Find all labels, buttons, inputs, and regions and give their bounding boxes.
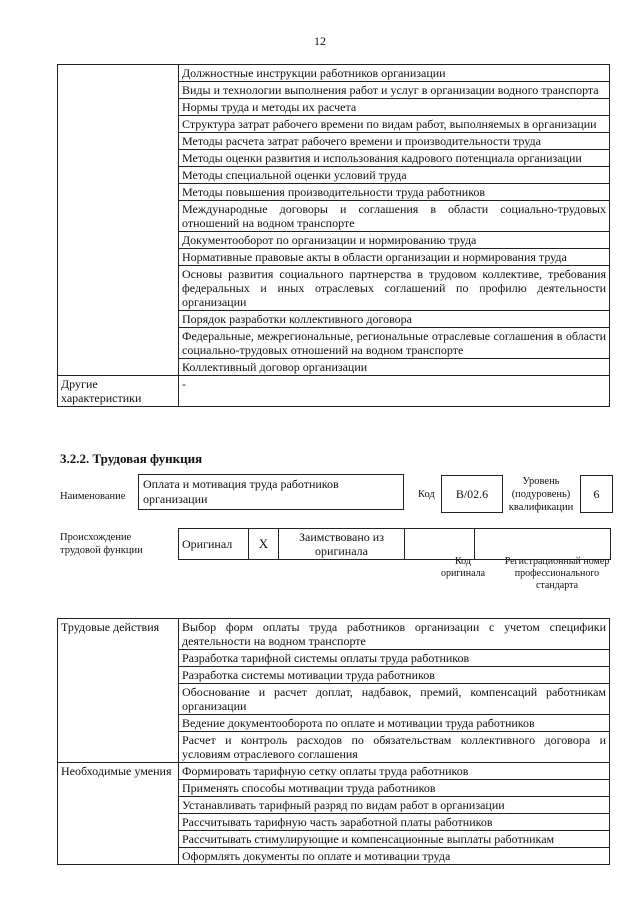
- knowledge-item: Должностные инструкции работников организации: [179, 65, 610, 82]
- origin-reg-cell: [475, 529, 611, 560]
- actions-label: Трудовые действия: [58, 619, 179, 763]
- skills-item: Устанавливать тарифный разряд по видам работ в организации: [179, 797, 610, 814]
- actions-item: Ведение документооборота по оплате и мотивации труда работников: [179, 715, 610, 732]
- knowledge-item: Методы повышения производительности труда работников: [179, 184, 610, 201]
- knowledge-item: Виды и технологии выполнения работ и услуг в организации водного транспорта: [179, 82, 610, 99]
- knowledge-item: Методы оценки развития и использования кадрового потенциала организации: [179, 150, 610, 167]
- knowledge-item: Методы специальной оценки условий труда: [179, 167, 610, 184]
- other-value: -: [179, 376, 610, 407]
- origin-mark: X: [249, 529, 279, 560]
- table-row: [58, 376, 610, 407]
- skills-item: Применять способы мотивации труда работников: [179, 780, 610, 797]
- other-label: Другие характеристики: [58, 376, 179, 407]
- knowledge-item: Структура затрат рабочего времени по видам работ, выполняемых в организации: [179, 116, 610, 133]
- origin-label: Происхождение трудовой функции: [60, 532, 143, 556]
- knowledge-item: Нормы труда и методы их расчета: [179, 99, 610, 116]
- knowledge-item: Коллективный договор организации: [179, 359, 610, 376]
- code-value: B/02.6: [441, 475, 503, 513]
- code-label: Код: [418, 489, 435, 500]
- knowledge-item: Федеральные, межрегиональные, региональные отраслевые соглашения в области социально-трудовых отношений на водном транспорте: [179, 328, 610, 359]
- name-value: Оплата и мотивация труда работников организации: [138, 474, 404, 510]
- skills-item: Рассчитывать стимулирующие и компенсационные выплаты работникам: [179, 831, 610, 848]
- knowledge-table: [57, 64, 610, 407]
- actions-item: Расчет и контроль расходов по обязательствам коллективного договора и условиям отраслевого соглашения: [179, 732, 610, 763]
- knowledge-item: Основы развития социального партнерства в трудовом коллективе, требования федеральных и иных отраслевых соглашений по профилю деятельности организации: [179, 266, 610, 311]
- actions-item: Выбор форм оплаты труда работников организации с учетом специфики деятельности на водном транспорте: [179, 619, 610, 650]
- knowledge-item: Нормативные правовые акты в области организации и нормирования труда: [179, 249, 610, 266]
- origin-code-cell: [405, 529, 475, 560]
- skills-item: Рассчитывать тарифную часть заработной платы работников: [179, 814, 610, 831]
- actions-item: Обоснование и расчет доплат, надбавок, премий, компенсаций работникам организации: [179, 684, 610, 715]
- name-label: Наименование: [60, 491, 126, 502]
- table-row: [58, 763, 610, 780]
- skills-label: Необходимые умения: [58, 763, 179, 865]
- table-row: [58, 65, 610, 82]
- code-caption: Код оригинала: [440, 556, 486, 579]
- actions-item: Разработка системы мотивации труда работников: [179, 667, 610, 684]
- origin-original: Оригинал: [179, 529, 249, 560]
- table-row: [58, 619, 610, 650]
- level-label: Уровень (подуровень) квалификации: [508, 476, 574, 513]
- level-value: 6: [580, 475, 613, 513]
- skills-item: Оформлять документы по оплате и мотивации труда: [179, 848, 610, 865]
- actions-item: Разработка тарифной системы оплаты труда работников: [179, 650, 610, 667]
- knowledge-label-cell: [58, 65, 179, 376]
- knowledge-item: Документооборот по организации и нормированию труда: [179, 232, 610, 249]
- reg-caption: Регистрационный номер профессионального стандарта: [504, 556, 610, 591]
- page-number: 12: [314, 34, 326, 48]
- knowledge-item: Методы расчета затрат рабочего времени и производительности труда: [179, 133, 610, 150]
- skills-item: Формировать тарифную сетку оплаты труда работников: [179, 763, 610, 780]
- knowledge-item: Порядок разработки коллективного договора: [179, 311, 610, 328]
- function-table: [57, 618, 610, 865]
- knowledge-item: Международные договоры и соглашения в области социально-трудовых отношений на водном транспорте: [179, 201, 610, 232]
- origin-borrowed: Заимствовано из оригинала: [279, 529, 405, 560]
- section-title: 3.2.2. Трудовая функция: [60, 451, 203, 466]
